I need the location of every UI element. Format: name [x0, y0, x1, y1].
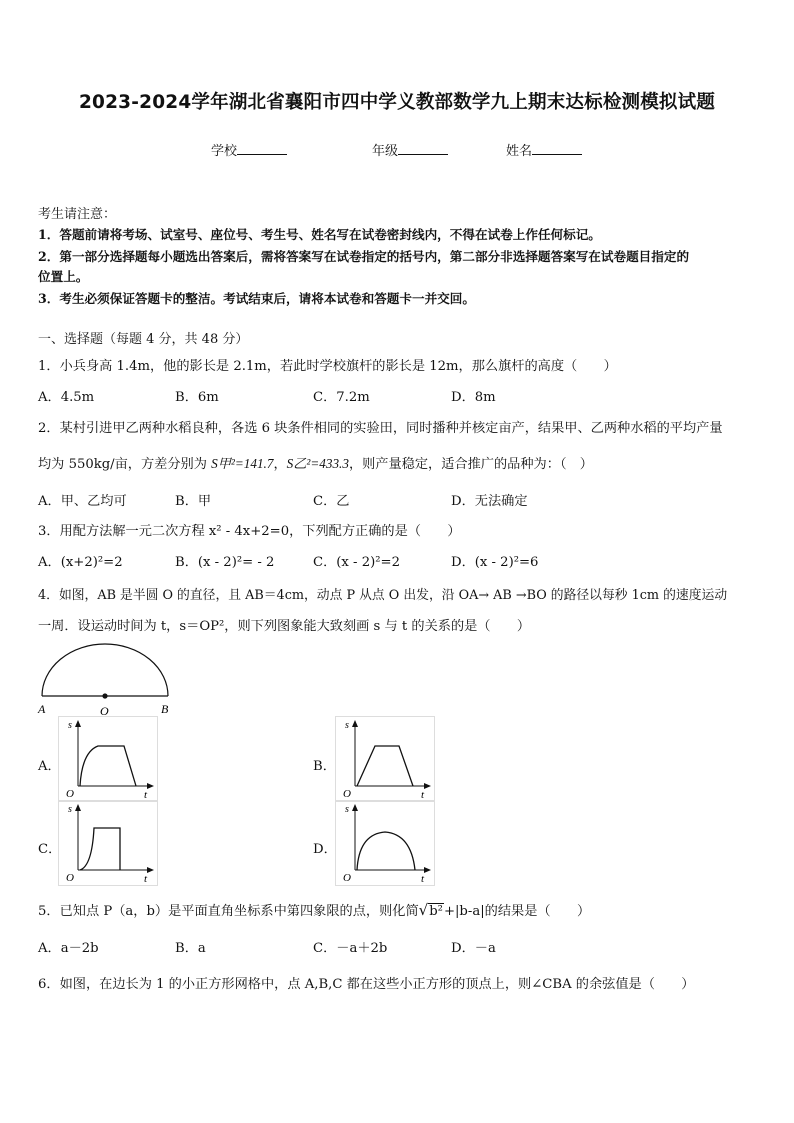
- label-b: B: [161, 702, 169, 716]
- notice-item: 3．考生必须保证答题卡的整洁。考试结束后，请将本试卷和答题卡一并交回。: [38, 291, 475, 306]
- question-2-stem-line1: 2．某村引进甲乙两种水稻良种，各选 6 块条件相同的实验田，同时播种并核定亩产，结果甲、乙两种水稻的平均产量: [38, 421, 723, 436]
- axis-t: t: [421, 789, 425, 801]
- grade-field[interactable]: [372, 140, 448, 159]
- section-heading: 一、选择题（每题 4 分，共 48 分）: [38, 332, 249, 347]
- notice-heading: 考生请注意：: [38, 207, 117, 222]
- question-4-stem-line1: 4．如图，AB 是半圆 O 的直径，且 AB＝4cm，动点 P 从点 O 出发，沿 OA→ AB →BO 的路径以每秒 1cm 的速度运动: [38, 588, 728, 603]
- label-a: A: [38, 702, 46, 716]
- school-field[interactable]: [211, 140, 287, 159]
- q1-option-a[interactable]: A．4.5m: [38, 390, 95, 405]
- axis-o: O: [343, 788, 351, 800]
- q2-option-a[interactable]: A．甲、乙均可: [38, 494, 127, 509]
- axis-o: O: [66, 788, 74, 800]
- axis-o: O: [343, 872, 351, 884]
- grade-blank[interactable]: [398, 142, 448, 155]
- q1-option-b[interactable]: B．6m: [175, 390, 219, 405]
- axis-t: t: [421, 873, 425, 885]
- q2-option-b[interactable]: B．甲: [175, 494, 212, 509]
- q5-option-b[interactable]: B．a: [175, 941, 206, 956]
- q2-option-c[interactable]: C．乙: [313, 494, 350, 509]
- notice-item: 2．第一部分选择题每小题选出答案后，需将答案写在试卷指定的括号内，第二部分非选择题答案写在试卷题目指定的: [38, 249, 690, 264]
- q5-option-d[interactable]: D．－a: [451, 941, 496, 956]
- axis-s: s: [68, 720, 72, 731]
- question-6-stem: 6．如图，在边长为 1 的小正方形网格中，点 A,B,C 都在这些小正方形的顶点上，则∠CBA 的余弦值是（ ）: [38, 977, 695, 992]
- label-o: O: [100, 704, 109, 718]
- q4-graph-c[interactable]: [58, 800, 158, 886]
- q2-option-d[interactable]: D．无法确定: [451, 494, 528, 509]
- notice-item: 位置上。: [38, 269, 89, 284]
- q3-option-b[interactable]: B．(x - 2)²= - 2: [175, 555, 275, 570]
- name-blank[interactable]: [532, 142, 582, 155]
- name-label: 姓名: [506, 144, 533, 159]
- question-1-stem: 1．小兵身高 1.4m，他的影长是 2.1m，若此时学校旗杆的影长是 12m，那么旗杆的高度（ ）: [38, 359, 617, 374]
- q2-stem-part-a: 均为 550kg/亩，方差分别为: [38, 457, 212, 472]
- q5-radicand: b²: [429, 904, 443, 919]
- grade-label: 年级: [372, 144, 399, 159]
- q1-option-d[interactable]: D．8m: [451, 390, 496, 405]
- axis-o: O: [66, 872, 74, 884]
- question-3-stem: 3．用配方法解一元二次方程 x² - 4x+2=0，下列配方正确的是（ ）: [38, 524, 461, 539]
- axis-s: s: [345, 804, 349, 815]
- axis-t: t: [144, 789, 148, 801]
- q2-stem-part-b: ，则产量稳定，适合推广的品种为：（ ）: [348, 457, 593, 472]
- q3-option-d[interactable]: D．(x - 2)²=6: [451, 555, 539, 570]
- q4-graph-a[interactable]: [58, 716, 158, 802]
- axis-s: s: [68, 804, 72, 815]
- q3-option-c[interactable]: C．(x - 2)²=2: [313, 555, 400, 570]
- axis-s: s: [345, 720, 349, 731]
- variance-yi: S乙²=433.3: [286, 456, 349, 471]
- q5-stem-part-a: 5．已知点 P（a，b）是平面直角坐标系中第四象限的点，则化简: [38, 904, 419, 919]
- question-2-stem-line2: [38, 453, 593, 472]
- q4-option-b[interactable]: B．: [313, 759, 336, 774]
- q5-option-c[interactable]: C．－a＋2b: [313, 941, 388, 956]
- semicircle-figure: [36, 638, 176, 720]
- q5-stem-part-b: +|b-a|的结果是（ ）: [443, 904, 591, 919]
- variance-jia: S甲²=141.7: [211, 456, 274, 471]
- q4-option-c[interactable]: C．: [38, 842, 62, 857]
- q4-option-d[interactable]: D．: [313, 842, 337, 857]
- q4-option-a[interactable]: A．: [38, 759, 61, 774]
- sqrt-icon: √: [418, 901, 429, 919]
- q4-graph-d[interactable]: [335, 800, 435, 886]
- q1-option-c[interactable]: C．7.2m: [313, 390, 370, 405]
- question-4-stem-line2: 一周．设运动时间为 t，s＝OP²，则下列图象能大致刻画 s 与 t 的关系的是（ ）: [38, 619, 531, 634]
- school-blank[interactable]: [237, 142, 287, 155]
- q2-separator: ，: [273, 457, 287, 472]
- notice-item: 1．答题前请将考场、试室号、座位号、考生号、姓名写在试卷密封线内，不得在试卷上作任何标记。: [38, 227, 601, 242]
- page-title: 2023-2024学年湖北省襄阳市四中学义教部数学九上期末达标检测模拟试题: [78, 92, 716, 113]
- school-label: 学校: [211, 144, 238, 159]
- q3-option-a[interactable]: A．(x+2)²=2: [38, 555, 123, 570]
- question-5-stem: [38, 900, 590, 919]
- q5-option-a[interactable]: A．a－2b: [38, 941, 99, 956]
- q4-graph-b[interactable]: [335, 716, 435, 802]
- name-field[interactable]: [506, 140, 582, 159]
- axis-t: t: [144, 873, 148, 885]
